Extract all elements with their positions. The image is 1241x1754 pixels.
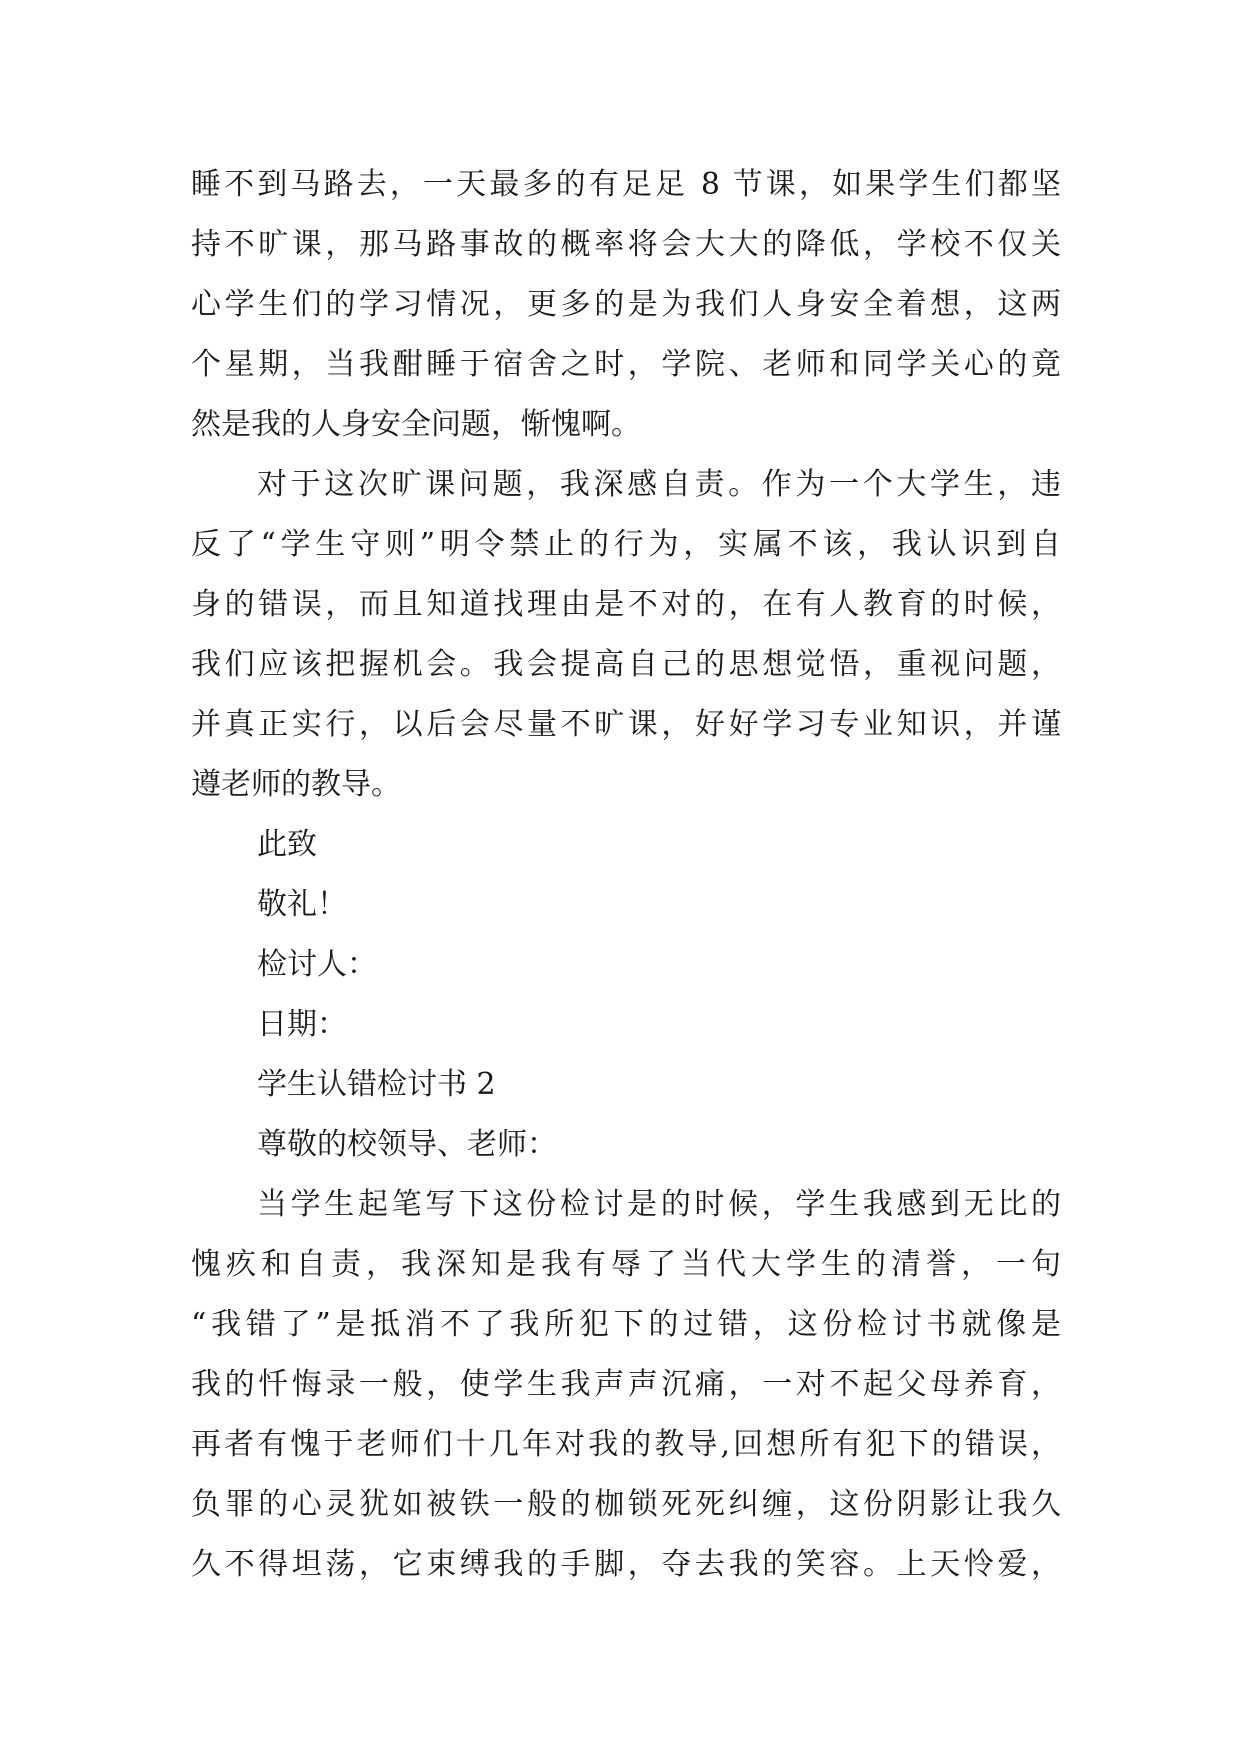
paragraph xyxy=(191,875,1061,935)
text-line: 敬礼！ xyxy=(257,887,347,922)
text-line: 心学生们的学习情况，更多的是为我们人身安全着想，这两 xyxy=(191,287,1061,322)
text-line: 负罪的心灵犹如被铁一般的枷锁死死纠缠，这份阴影让我久 xyxy=(191,1487,1061,1522)
text-line: 对于这次旷课问题，我深感自责。作为一个大学生，违 xyxy=(257,467,1061,502)
text-line: 持不旷课，那马路事故的概率将会大大的降低，学校不仅关 xyxy=(191,227,1061,262)
text-line: 再者有愧于老师们十几年对我的教导,回想所有犯下的错误， xyxy=(191,1427,1061,1462)
text-line: “我错了”是抵消不了我所犯下的过错，这份检讨书就像是 xyxy=(191,1307,1061,1342)
text-line: 我的忏悔录一般，使学生我声声沉痛，一对不起父母养育， xyxy=(191,1367,1061,1402)
text-line: 反了“学生守则”明令禁止的行为，实属不该，我认识到自 xyxy=(191,527,1061,562)
text-line: 检讨人： xyxy=(257,947,377,982)
text-line: 遵老师的教导。 xyxy=(191,767,401,802)
paragraph xyxy=(191,1175,1061,1595)
text-line: 久不得坦荡，它束缚我的手脚，夺去我的笑容。上天怜爱， xyxy=(191,1547,1061,1582)
text-line: 此致 xyxy=(257,827,317,862)
text-line: 日期： xyxy=(257,1007,347,1042)
text-line: 愧疚和自责，我深知是我有辱了当代大学生的清誉，一句 xyxy=(191,1247,1061,1282)
paragraph xyxy=(191,1055,1061,1115)
text-line: 身的错误，而且知道找理由是不对的，在有人教育的时候， xyxy=(191,587,1061,622)
paragraph xyxy=(191,1115,1061,1175)
paragraph xyxy=(191,935,1061,995)
paragraph xyxy=(191,455,1061,815)
document-body xyxy=(191,155,1061,1595)
text-line: 当学生起笔写下这份检讨是的时候，学生我感到无比的 xyxy=(257,1187,1061,1222)
paragraph xyxy=(191,155,1061,455)
paragraph xyxy=(191,815,1061,875)
text-line: 尊敬的校领导、老师： xyxy=(257,1127,557,1162)
text-line: 我们应该把握机会。我会提高自己的思想觉悟，重视问题， xyxy=(191,647,1061,682)
text-line: 睡不到马路去，一天最多的有足足 8 节课，如果学生们都坚 xyxy=(191,167,1061,202)
text-line: 学生认错检讨书 2 xyxy=(257,1067,496,1102)
paragraph xyxy=(191,995,1061,1055)
text-line: 并真正实行，以后会尽量不旷课，好好学习专业知识，并谨 xyxy=(191,707,1061,742)
text-line: 然是我的人身安全问题，惭愧啊。 xyxy=(191,407,641,442)
text-line: 个星期，当我酣睡于宿舍之时，学院、老师和同学关心的竟 xyxy=(191,347,1061,382)
